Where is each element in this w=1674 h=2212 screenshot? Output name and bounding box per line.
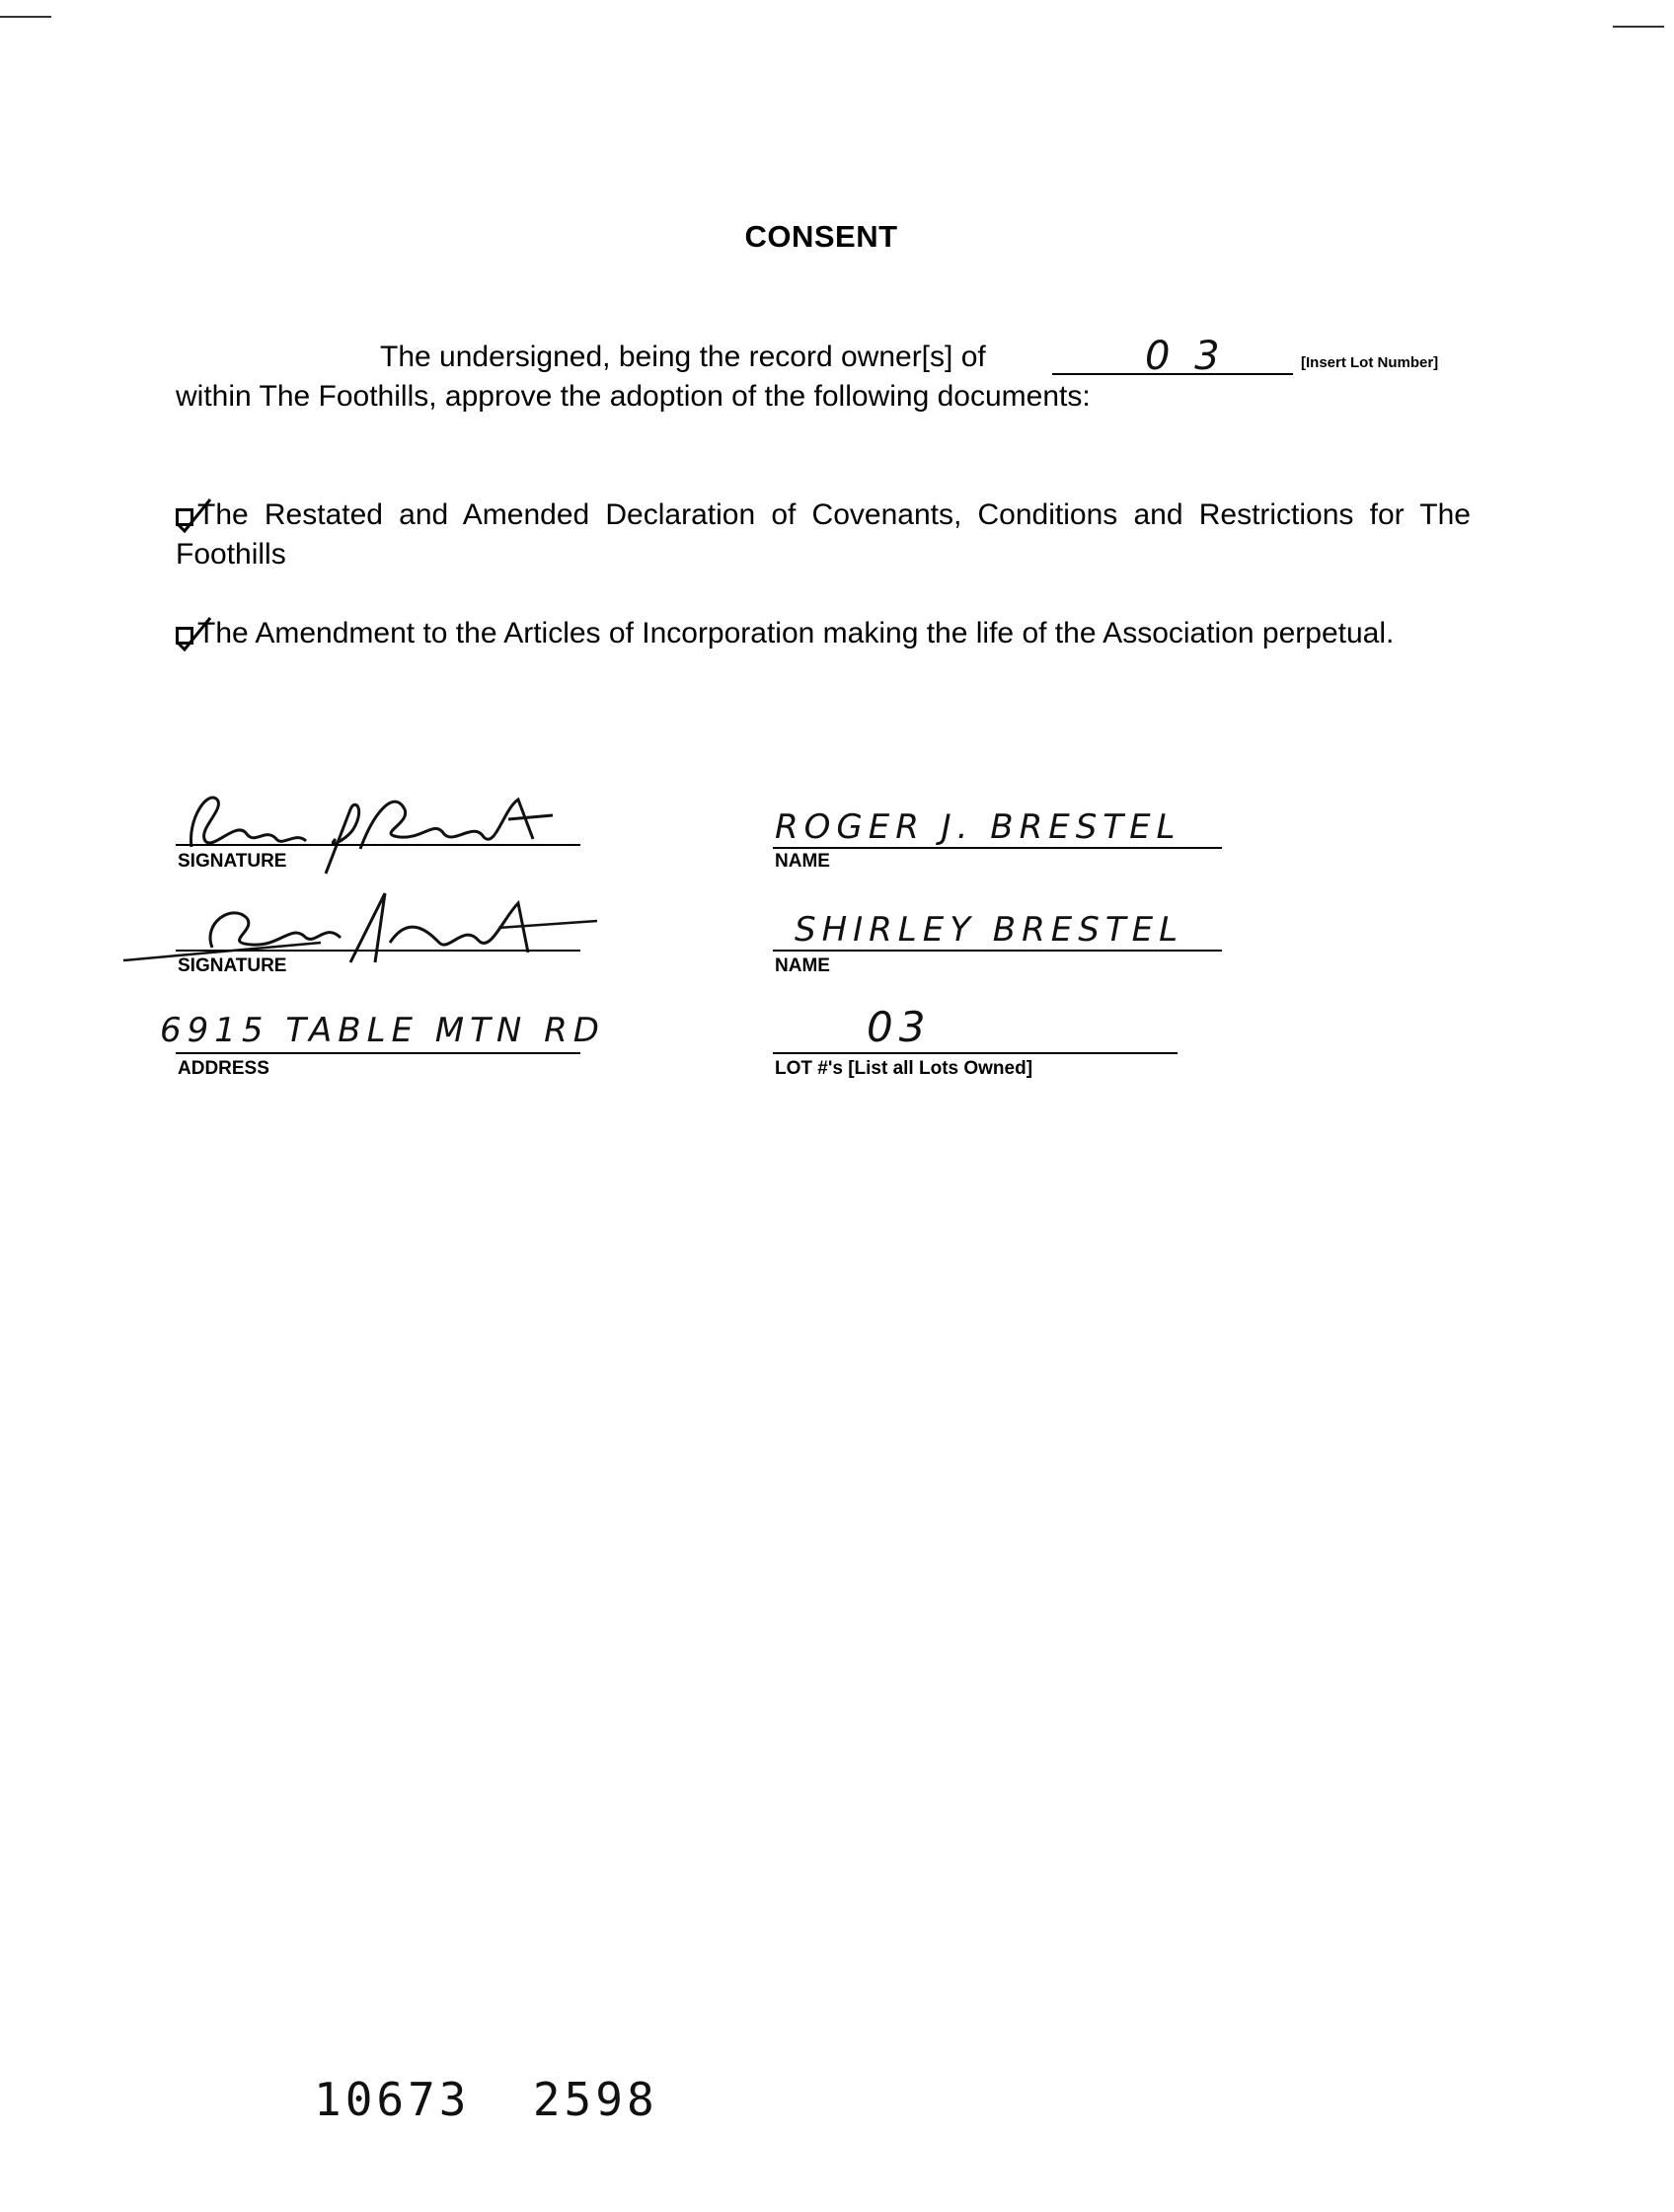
- checkbox-checked-icon[interactable]: [176, 508, 193, 526]
- name-value-2: SHIRLEY BRESTEL: [795, 910, 1184, 950]
- consent-item-text: The Restated and Amended Declaration of Covenants, Conditions and Restrictions for The Foothills: [176, 498, 1471, 571]
- consent-item-articles-amendment: [176, 614, 1471, 653]
- name-line-2: [773, 950, 1222, 952]
- name-line-1: [773, 847, 1222, 849]
- signature-label-1: SIGNATURE: [178, 851, 287, 872]
- address-value: 6915 TABLE MTN RD: [160, 1011, 605, 1050]
- address-line: [176, 1052, 580, 1054]
- checkbox-checked-icon[interactable]: [176, 627, 193, 645]
- name-value-1: ROGER J. BRESTEL: [775, 807, 1181, 847]
- consent-item-restated-declaration: [176, 496, 1471, 574]
- address-label: ADDRESS: [178, 1058, 269, 1079]
- scan-mark-left: [0, 16, 51, 18]
- lot-number-value: 0 3: [1145, 334, 1226, 379]
- lots-value: 03: [867, 1003, 932, 1051]
- lots-line: [773, 1052, 1178, 1054]
- scan-mark-right: [1613, 26, 1664, 28]
- signature-line-1: [176, 844, 580, 846]
- lots-label: LOT #'s [List all Lots Owned]: [775, 1058, 1033, 1079]
- signature-label-2: SIGNATURE: [178, 955, 287, 976]
- name-label-1: NAME: [775, 851, 830, 872]
- lot-number-hint: [Insert Lot Number]: [1301, 354, 1439, 371]
- signature-line-2: [176, 950, 580, 952]
- name-label-2: NAME: [775, 955, 830, 976]
- consent-item-text: The Amendment to the Articles of Incorporation making the life of the Association perpetual.: [197, 617, 1395, 649]
- intro-line-1: The undersigned, being the record owner[s] of: [380, 341, 986, 373]
- page-title: CONSENT: [744, 219, 898, 254]
- recording-stamp: 10673 2598: [314, 2073, 658, 2126]
- intro-line-2: within The Foothills, approve the adoption of the following documents:: [176, 380, 1091, 413]
